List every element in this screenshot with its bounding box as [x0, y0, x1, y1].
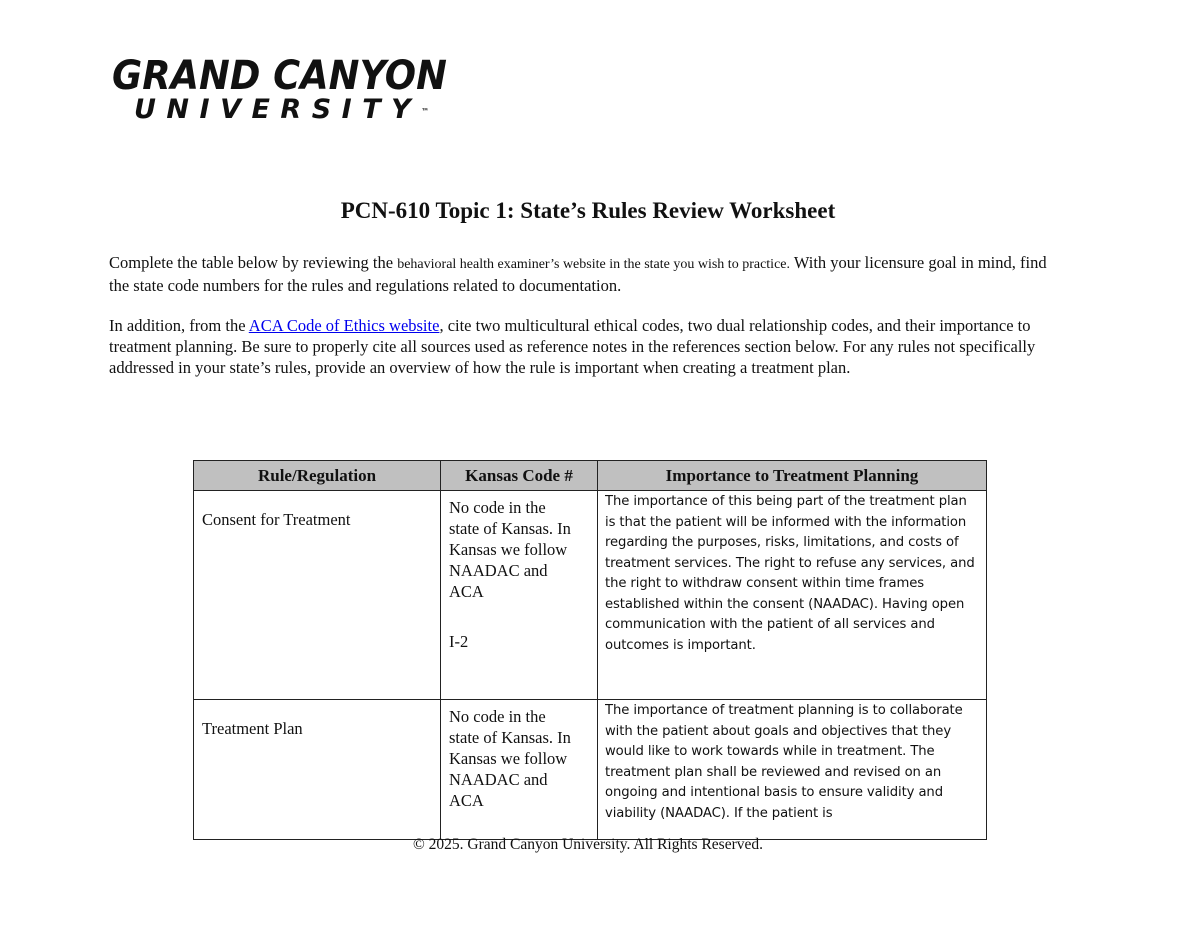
page-title: PCN-610 Topic 1: State’s Rules Review Worksheet — [340, 198, 836, 223]
logo-line-1: GRAND CANYON — [112, 53, 447, 99]
logo-line-2 — [134, 96, 432, 124]
instructions-paragraph-2 — [109, 315, 1069, 378]
code-line: No code in the — [449, 498, 546, 517]
code-line: NAADAC and — [449, 561, 548, 580]
table-row — [194, 700, 987, 840]
code-line: No code in the — [449, 707, 546, 726]
trademark-symbol: ™ — [421, 107, 430, 116]
header-rule-regulation: Rule/Regulation — [194, 461, 441, 491]
code-line: Kansas we follow — [449, 749, 568, 768]
aca-code-of-ethics-link[interactable]: ACA Code of Ethics website — [248, 316, 440, 335]
header-importance: Importance to Treatment Planning — [598, 461, 987, 491]
importance-text: The importance of this being part of the treatment plan is that the patient will be informed with the information regarding the purposes, risks, limitations, and costs of treatment services. The right to refuse any services, and the right to withdraw consent within time frames established within the consent (NAADAC). Having open communication with the patient of all services and outcomes is important. — [605, 494, 975, 653]
instructions-text-small: behavioral health examiner’s website in the state you wish to practice. — [397, 257, 790, 272]
importance-cell — [598, 491, 987, 700]
code-reference: I-2 — [449, 632, 469, 651]
university-logo — [112, 53, 447, 125]
rules-review-table — [193, 460, 987, 840]
instructions-text: In addition, from the — [109, 316, 249, 335]
instructions-text: Complete the table below by reviewing the — [109, 253, 398, 272]
code-line: NAADAC and — [449, 770, 548, 789]
code-line: state of Kansas. In — [449, 728, 571, 747]
header-kansas-code: Kansas Code # — [441, 461, 598, 491]
code-line: Kansas we follow — [449, 540, 568, 559]
instructions-text: With your licensure goal in mind, find the state code numbers for the rules and regulations related to documentation. — [109, 253, 1047, 295]
code-line: state of Kansas. In — [449, 519, 571, 538]
code-line: ACA — [449, 582, 484, 601]
spacer — [449, 602, 591, 631]
importance-cell — [598, 700, 987, 840]
rule-cell: Treatment Plan — [194, 700, 441, 840]
code-cell — [441, 491, 598, 700]
instructions-text: , cite two multicultural ethical codes, two dual relationship codes, and their importance to treatment planning. Be sure to properly cite all sources used as reference notes in the references section below. For any rules not specifically addressed in your state’s rules, provide an overview of how the rule is important when creating a treatment plan. — [109, 316, 1036, 377]
importance-text: The importance of treatment planning is to collaborate with the patient about goals and objectives that they would like to work towards while in treatment. The treatment plan shall be reviewed and revised on an ongoing and intentional basis to ensure validity and viability (NAADAC). If the patient is — [605, 703, 963, 821]
copyright-footer: © 2025. Grand Canyon University. All Rights Reserved. — [412, 836, 763, 853]
rule-cell: Consent for Treatment — [194, 491, 441, 700]
code-cell — [441, 700, 598, 840]
table-header-row — [194, 461, 987, 491]
table-row — [194, 491, 987, 700]
instructions-paragraph-1 — [109, 252, 1069, 296]
code-line: ACA — [449, 791, 484, 810]
logo-university-text: UNIVERSITY — [134, 94, 422, 125]
